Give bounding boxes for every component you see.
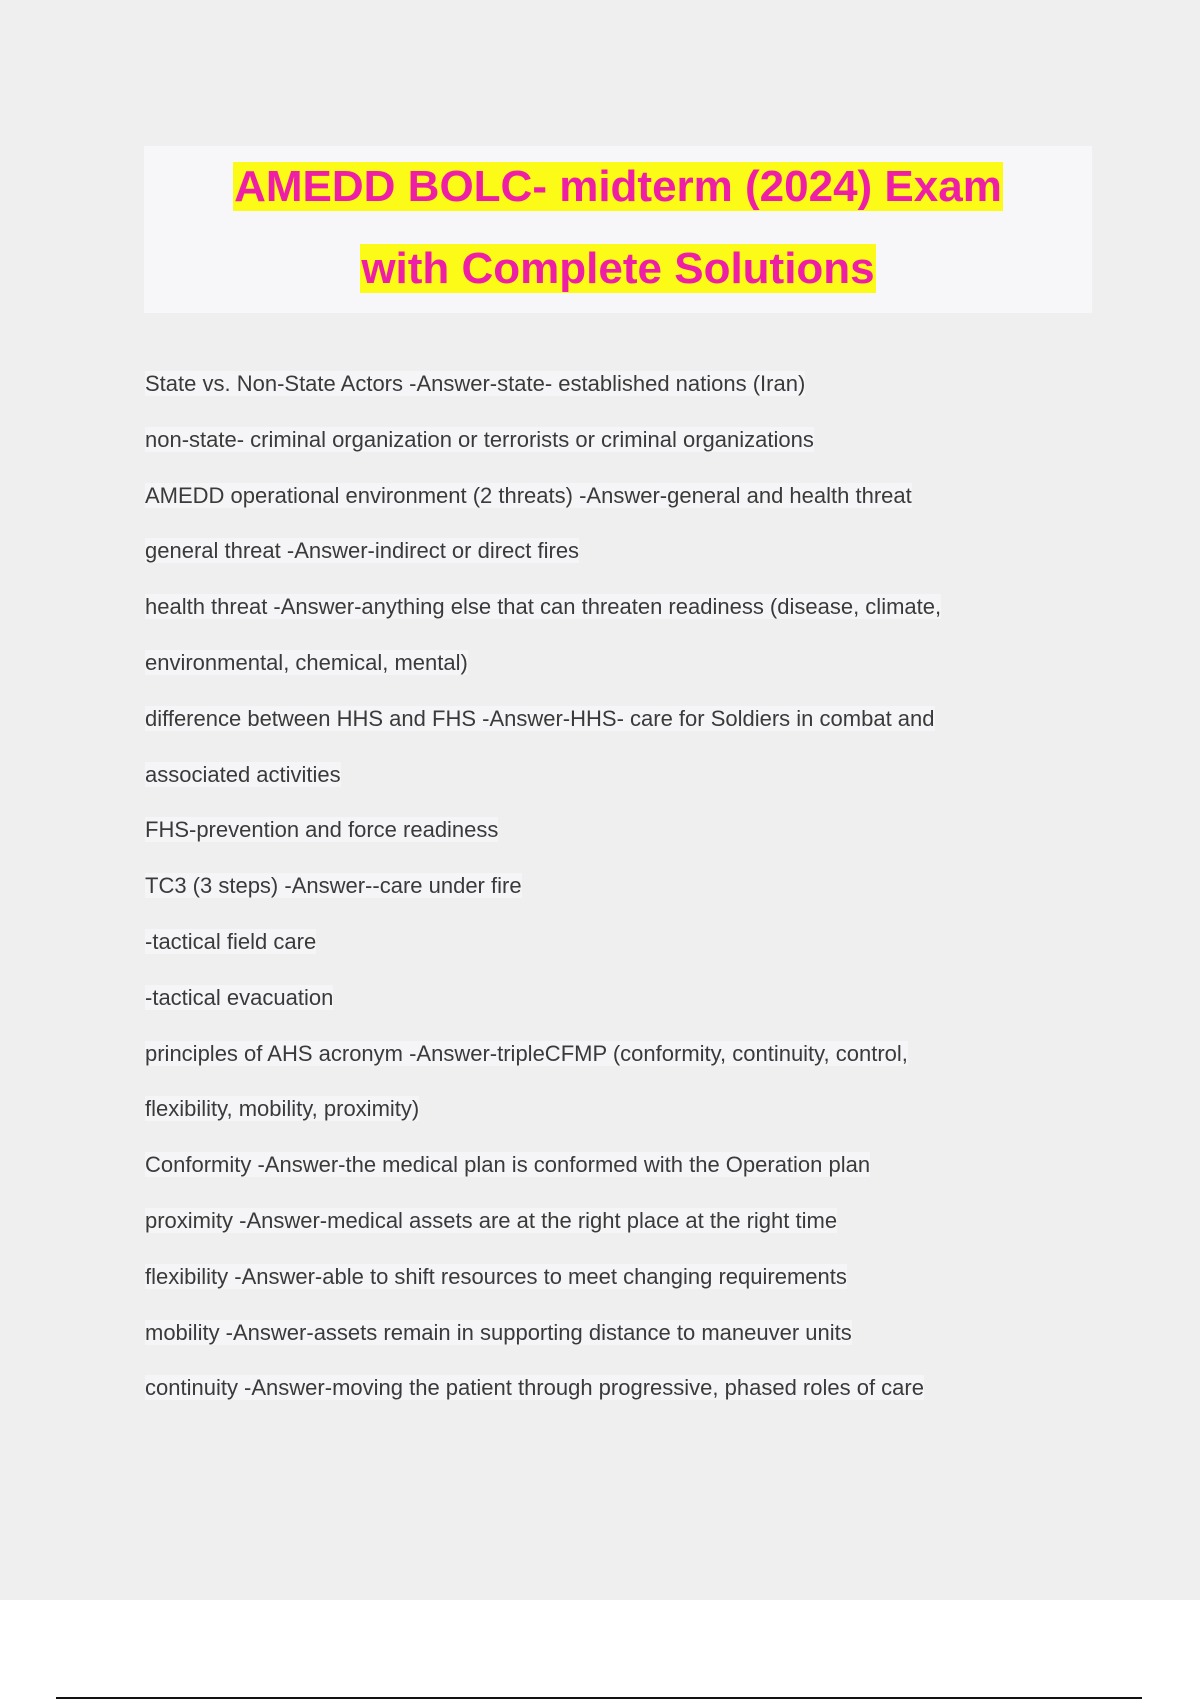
qa-line: flexibility, mobility, proximity) (145, 1096, 420, 1122)
qa-line: principles of AHS acronym -Answer-tripleCFMP (conformity, continuity, control, (145, 1040, 908, 1066)
qa-line: State vs. Non-State Actors -Answer-state- established nations (Iran) (145, 371, 806, 396)
qa-line: AMEDD operational environment (2 threats) -Answer-general and health threat (145, 482, 912, 508)
qa-line: mobility -Answer-assets remain in supporting distance to maneuver units (145, 1319, 852, 1345)
qa-line: -tactical evacuation (145, 984, 334, 1010)
page-divider (56, 1697, 1142, 1699)
qa-line: difference between HHS and FHS -Answer-HHS- care for Soldiers in combat and (145, 705, 935, 731)
title-line-1: AMEDD BOLC- midterm (2024) Exam (234, 162, 1002, 211)
document-title (144, 146, 1092, 313)
qa-list (145, 356, 1075, 1416)
qa-line: associated activities (145, 761, 341, 787)
title-line-2: with Complete Solutions (361, 244, 875, 293)
qa-line: continuity -Answer-moving the patient through progressive, phased roles of care (145, 1375, 924, 1401)
qa-line: health threat -Answer-anything else that can threaten readiness (disease, climate, (145, 594, 942, 620)
qa-line: TC3 (3 steps) -Answer--care under fire (145, 873, 522, 899)
qa-line: proximity -Answer-medical assets are at the right place at the right time (145, 1207, 838, 1233)
qa-line: non-state- criminal organization or terrorists or criminal organizations (145, 426, 814, 452)
qa-line: general threat -Answer-indirect or direct fires (145, 538, 580, 564)
qa-line: -tactical field care (145, 928, 317, 954)
qa-line: Conformity -Answer-the medical plan is conformed with the Operation plan (145, 1152, 871, 1178)
qa-line: flexibility -Answer-able to shift resources to meet changing requirements (145, 1263, 847, 1289)
qa-line: environmental, chemical, mental) (145, 649, 468, 675)
qa-line: FHS-prevention and force readiness (145, 817, 499, 843)
